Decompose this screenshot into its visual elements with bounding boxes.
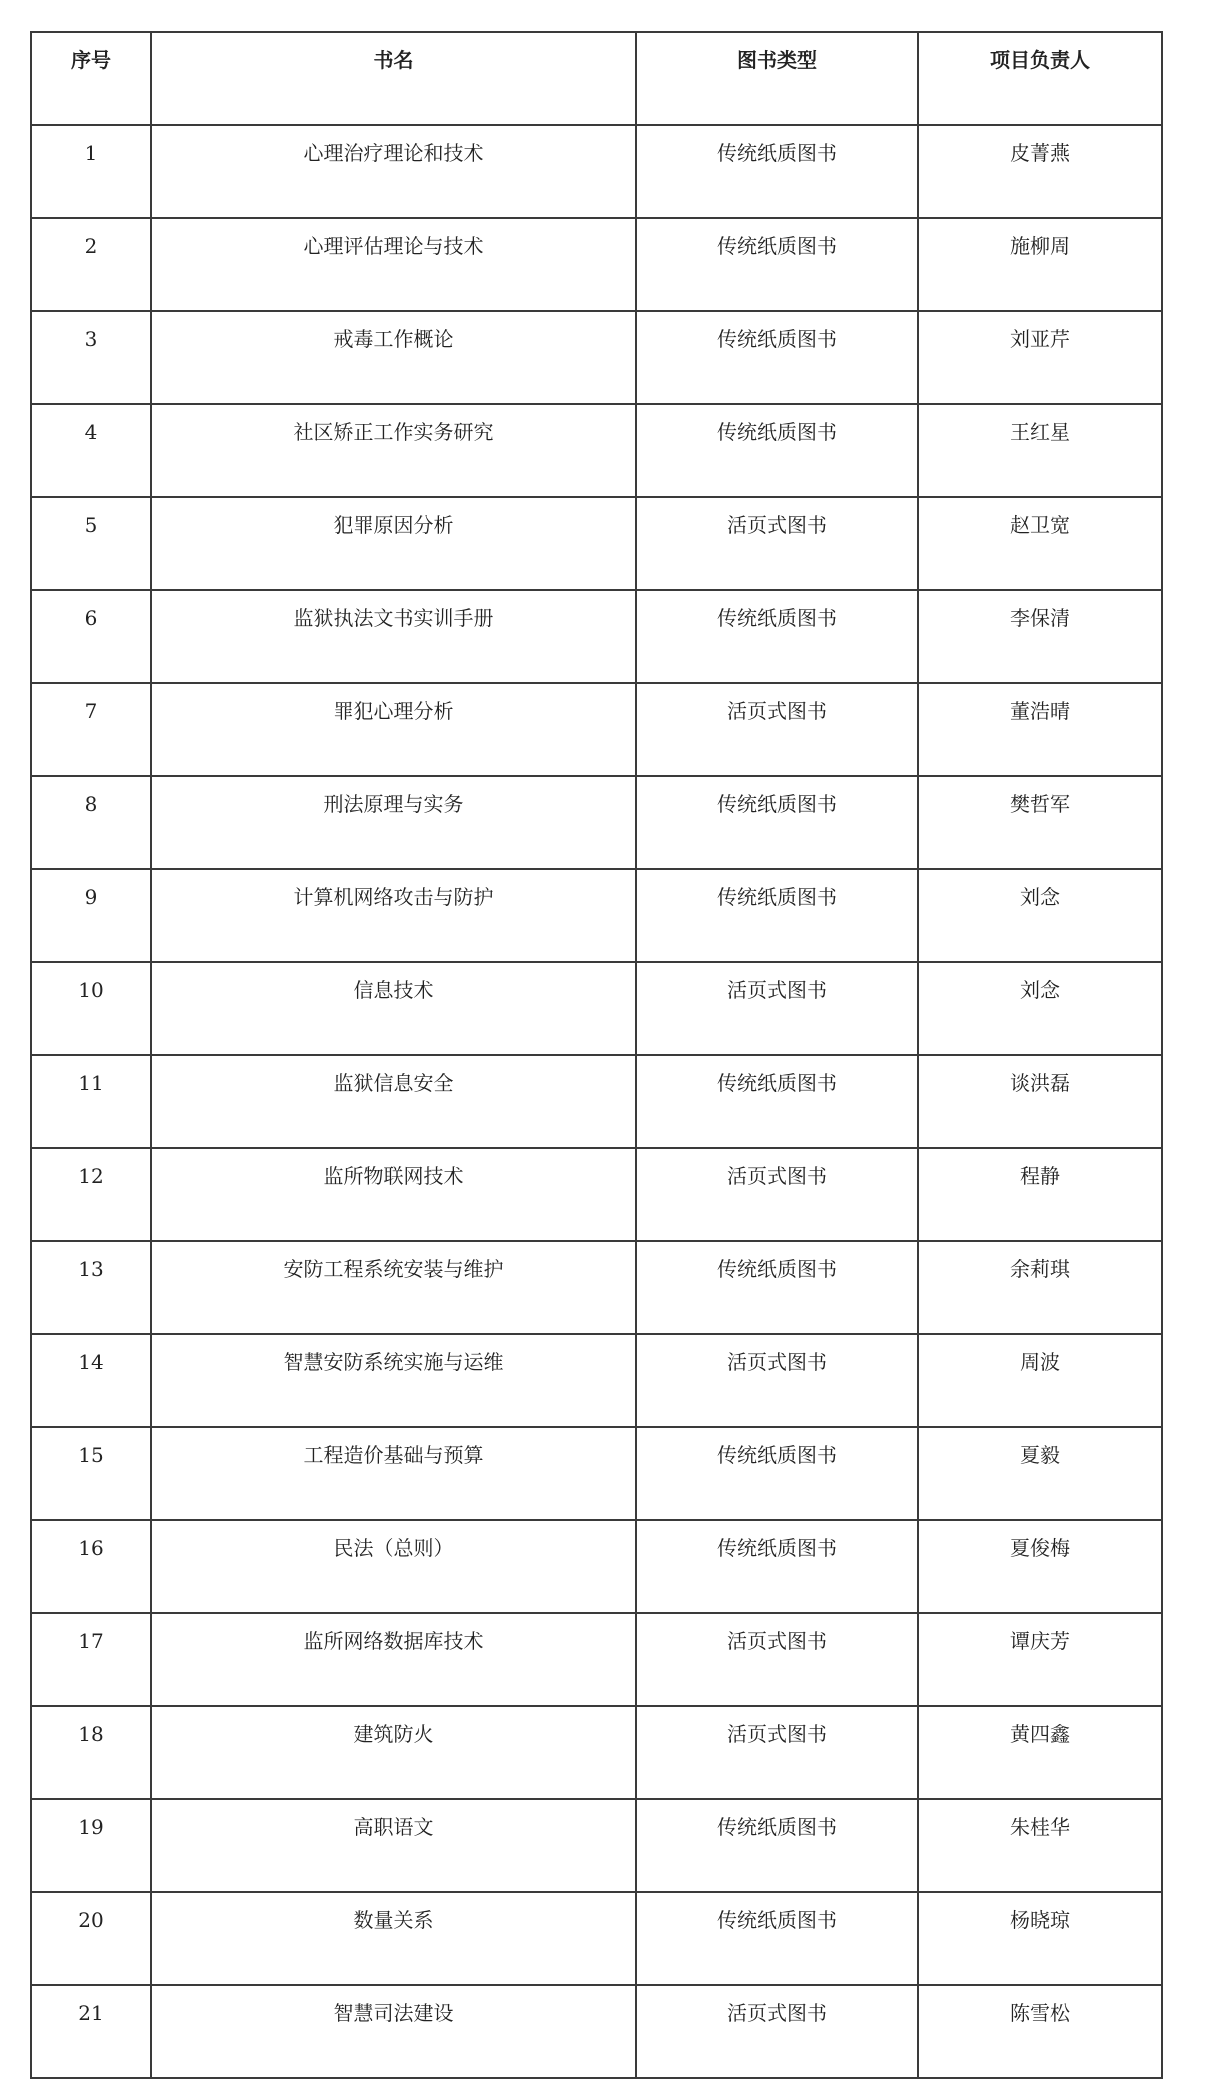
cell-book-title: 建筑防火 (151, 1706, 636, 1799)
header-serial-number: 序号 (31, 32, 151, 125)
cell-book-title: 安防工程系统安装与维护 (151, 1241, 636, 1334)
cell-project-lead: 杨晓琼 (918, 1892, 1162, 1985)
cell-book-title: 心理评估理论与技术 (151, 218, 636, 311)
cell-project-lead: 王红星 (918, 404, 1162, 497)
cell-project-lead: 皮菁燕 (918, 125, 1162, 218)
cell-project-lead: 刘念 (918, 869, 1162, 962)
cell-serial-number: 19 (31, 1799, 151, 1892)
cell-book-title: 犯罪原因分析 (151, 497, 636, 590)
cell-book-type: 传统纸质图书 (636, 869, 918, 962)
cell-book-type: 传统纸质图书 (636, 1799, 918, 1892)
cell-book-title: 监狱信息安全 (151, 1055, 636, 1148)
cell-book-title: 心理治疗理论和技术 (151, 125, 636, 218)
table-row (31, 1985, 1162, 2078)
cell-book-type: 传统纸质图书 (636, 1241, 918, 1334)
table-row (31, 1334, 1162, 1427)
cell-project-lead: 谈洪磊 (918, 1055, 1162, 1148)
cell-serial-number: 3 (31, 311, 151, 404)
cell-book-title: 监所网络数据库技术 (151, 1613, 636, 1706)
cell-project-lead: 周波 (918, 1334, 1162, 1427)
cell-project-lead: 余莉琪 (918, 1241, 1162, 1334)
table-row (31, 1241, 1162, 1334)
cell-project-lead: 施柳周 (918, 218, 1162, 311)
cell-serial-number: 17 (31, 1613, 151, 1706)
table-header (31, 32, 1162, 125)
cell-book-type: 活页式图书 (636, 962, 918, 1055)
cell-book-type: 活页式图书 (636, 1148, 918, 1241)
cell-project-lead: 刘亚芹 (918, 311, 1162, 404)
cell-serial-number: 7 (31, 683, 151, 776)
cell-project-lead: 朱桂华 (918, 1799, 1162, 1892)
cell-serial-number: 6 (31, 590, 151, 683)
cell-project-lead: 黄四鑫 (918, 1706, 1162, 1799)
book-list-table (30, 31, 1163, 2079)
table-row (31, 590, 1162, 683)
cell-book-type: 传统纸质图书 (636, 311, 918, 404)
cell-book-title: 社区矫正工作实务研究 (151, 404, 636, 497)
cell-project-lead: 赵卫宽 (918, 497, 1162, 590)
cell-book-type: 活页式图书 (636, 683, 918, 776)
cell-project-lead: 谭庆芳 (918, 1613, 1162, 1706)
cell-project-lead: 陈雪松 (918, 1985, 1162, 2078)
cell-book-type: 传统纸质图书 (636, 218, 918, 311)
cell-serial-number: 20 (31, 1892, 151, 1985)
cell-serial-number: 8 (31, 776, 151, 869)
table-row (31, 125, 1162, 218)
cell-book-title: 信息技术 (151, 962, 636, 1055)
cell-project-lead: 夏俊梅 (918, 1520, 1162, 1613)
cell-serial-number: 9 (31, 869, 151, 962)
cell-book-title: 民法（总则） (151, 1520, 636, 1613)
table-row (31, 1148, 1162, 1241)
cell-serial-number: 21 (31, 1985, 151, 2078)
cell-book-type: 传统纸质图书 (636, 404, 918, 497)
cell-book-type: 活页式图书 (636, 1334, 918, 1427)
cell-book-type: 传统纸质图书 (636, 590, 918, 683)
cell-book-type: 传统纸质图书 (636, 1520, 918, 1613)
cell-serial-number: 14 (31, 1334, 151, 1427)
table-row (31, 404, 1162, 497)
cell-serial-number: 12 (31, 1148, 151, 1241)
cell-book-title: 高职语文 (151, 1799, 636, 1892)
cell-book-title: 智慧安防系统实施与运维 (151, 1334, 636, 1427)
cell-project-lead: 李保清 (918, 590, 1162, 683)
cell-serial-number: 16 (31, 1520, 151, 1613)
cell-serial-number: 15 (31, 1427, 151, 1520)
cell-book-title: 监所物联网技术 (151, 1148, 636, 1241)
cell-book-type: 传统纸质图书 (636, 1892, 918, 1985)
table-row (31, 683, 1162, 776)
cell-serial-number: 1 (31, 125, 151, 218)
table-row (31, 1055, 1162, 1148)
header-project-lead: 项目负责人 (918, 32, 1162, 125)
cell-book-type: 活页式图书 (636, 1613, 918, 1706)
cell-book-title: 刑法原理与实务 (151, 776, 636, 869)
cell-book-type: 传统纸质图书 (636, 125, 918, 218)
cell-book-title: 智慧司法建设 (151, 1985, 636, 2078)
header-book-type: 图书类型 (636, 32, 918, 125)
table-row (31, 1427, 1162, 1520)
cell-book-title: 监狱执法文书实训手册 (151, 590, 636, 683)
table-row (31, 1706, 1162, 1799)
cell-serial-number: 10 (31, 962, 151, 1055)
cell-project-lead: 夏毅 (918, 1427, 1162, 1520)
cell-project-lead: 刘念 (918, 962, 1162, 1055)
cell-book-title: 工程造价基础与预算 (151, 1427, 636, 1520)
cell-project-lead: 樊哲军 (918, 776, 1162, 869)
table-row (31, 497, 1162, 590)
cell-book-title: 罪犯心理分析 (151, 683, 636, 776)
cell-serial-number: 11 (31, 1055, 151, 1148)
cell-serial-number: 4 (31, 404, 151, 497)
table-row (31, 1520, 1162, 1613)
table-row (31, 311, 1162, 404)
cell-serial-number: 13 (31, 1241, 151, 1334)
cell-book-type: 传统纸质图书 (636, 776, 918, 869)
header-row (31, 32, 1162, 125)
cell-book-title: 计算机网络攻击与防护 (151, 869, 636, 962)
cell-project-lead: 程静 (918, 1148, 1162, 1241)
table-row (31, 1892, 1162, 1985)
cell-serial-number: 5 (31, 497, 151, 590)
cell-book-type: 传统纸质图书 (636, 1055, 918, 1148)
cell-serial-number: 18 (31, 1706, 151, 1799)
table-row (31, 218, 1162, 311)
cell-serial-number: 2 (31, 218, 151, 311)
cell-book-type: 传统纸质图书 (636, 1427, 918, 1520)
cell-book-type: 活页式图书 (636, 1985, 918, 2078)
cell-project-lead: 董浩晴 (918, 683, 1162, 776)
table-row (31, 869, 1162, 962)
table-row (31, 776, 1162, 869)
table-row (31, 1799, 1162, 1892)
header-book-title: 书名 (151, 32, 636, 125)
table-row (31, 1613, 1162, 1706)
table-body (31, 125, 1162, 2078)
cell-book-type: 活页式图书 (636, 497, 918, 590)
cell-book-title: 戒毒工作概论 (151, 311, 636, 404)
cell-book-type: 活页式图书 (636, 1706, 918, 1799)
table-row (31, 962, 1162, 1055)
cell-book-title: 数量关系 (151, 1892, 636, 1985)
